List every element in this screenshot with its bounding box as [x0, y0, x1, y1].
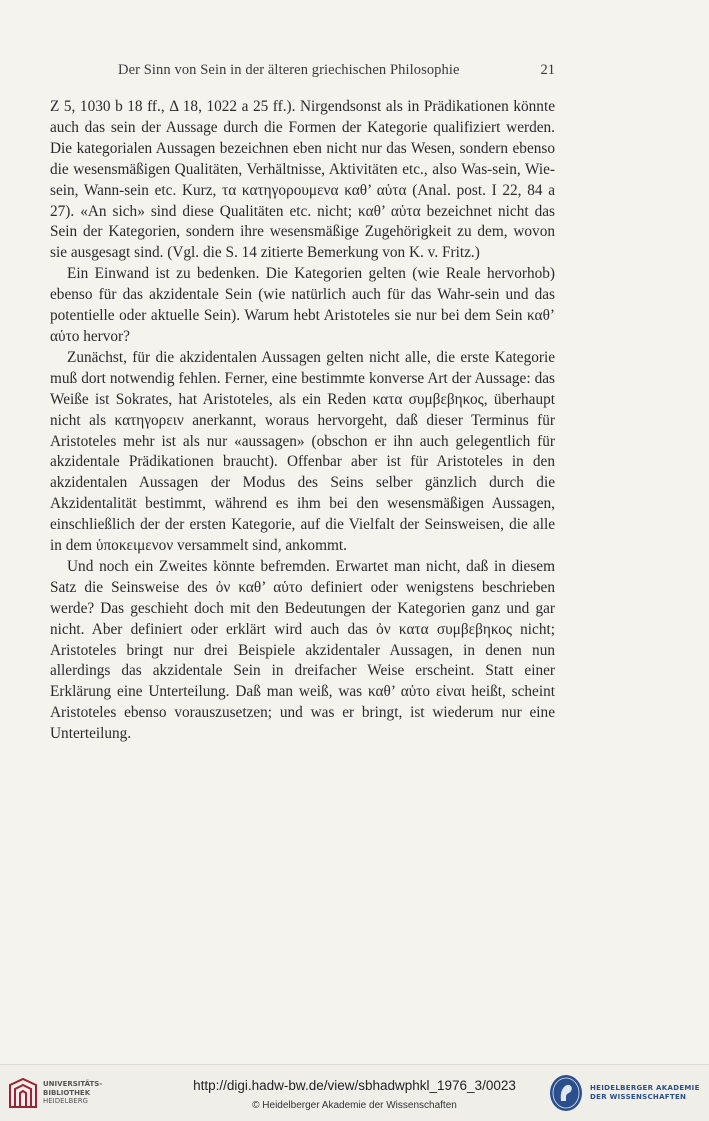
ub-line: HEIDELBERG [43, 1097, 88, 1105]
page-number: 21 [540, 62, 555, 78]
running-title: Der Sinn von Sein in der älteren griechischen Philosophie [118, 62, 460, 78]
copyright-notice: © Heidelberger Akademie der Wissenschaften [252, 1100, 457, 1111]
body-text [50, 97, 555, 745]
academy-name [590, 1084, 700, 1102]
permalink-link[interactable]: http://digi.hadw-bw.de/view/sbhadwphkl_1976_3/0023 [193, 1078, 516, 1093]
paragraph: Z 5, 1030 b 18 ff., Δ 18, 1022 a 25 ff.). Nirgendsonst als in Prädikationen könnte auch das sein der Aussage durch die Formen der Kategorie qualifiziert werden. Die kategorialen Aussagen bezeichnen eben nicht nur das Wesen, sondern ebenso die wesensmäßigen Qualitäten, Verhältnisse, Aktivitäten etc., also Was-sein, Wie-sein, Wann-sein etc. Kurz, τα κατηγορουμενα καθ’ αὑτα (Anal. post. I 22, 84 a 27). «An sich» sind diese Qualitäten etc. nicht; καθ’ αὑτα bezeichnet nicht das Sein der Kategorien, sondern ihre wesensmäßige Zugehörigkeit zu dem, wovon sie ausgesagt sind. (Vgl. die S. 14 zitierte Bemerkung von K. v. Fritz.) [50, 98, 555, 262]
paragraph: Ein Einwand ist zu bedenken. Die Kategorien gelten (wie Reale hervorhob) ebenso für das akzidentale Sein (wie natürlich auch für das Wahr-sein und das potentielle oder aktuelle Sein). Warum hebt Aristoteles sie nur bei dem Sein καθ’ αὑτο hervor? [50, 265, 555, 345]
academy-line: HEIDELBERGER AKADEMIE [590, 1084, 700, 1092]
academy-line: DER WISSENSCHAFTEN [590, 1093, 687, 1101]
ub-line: UNIVERSITÄTS- [43, 1080, 103, 1088]
paragraph: Zunächst, für die akzidentalen Aussagen gelten nicht alle, die erste Kategorie muß dort notwendig fehlen. Ferner, eine bestimmte konverse Art der Aussage: das Weiße ist Sokrates, hat Aristoteles, als ein Reden κατα συμβεβηκος, überhaupt nicht als κατηγορειν anerkannt, woraus hervorgeht, daß dieser Terminus für Aristoteles mehr ist als nur «aussagen» (obschon er ihn auch gelegentlich für akzidentale Prädikationen braucht). Offenbar aber ist für Aristoteles in den akzidentalen Aussagen der Modus des Seins selber gänzlich durch die Akzidentalität bestimmt, während es ihm bei den wesensmäßigen Aussagen, einschließlich der der ersten Kategorie, auf die Vielfalt der Seinsweisen, die alle in dem ὑποκειμενον versammelt sind, ankommt. [50, 348, 555, 555]
paragraph: Und noch ein Zweites könnte befremden. Erwartet man nicht, daß in diesem Satz die Seinsweise des ὀν καθ’ αὑτο definiert oder wenigstens beschrieben werde? Das geschieht doch mit den Bedeutungen der Kategorien ganz und gar nicht. Aber definiert oder erklärt wird auch das ὀν κατα συμβεβηκος nicht; Aristoteles bringt nur drei Beispiele akzidentaler Aussagen, in denen nun allerdings das akzidentale Sein in dreifacher Weise erscheint. Statt einer Erklärung eine Unterteilung. Daß man weiß, was καθ’ αὑτο εἰναι heißt, scheint Aristoteles ebenso vorauszusetzen; und was er bringt, ist wiederum nur eine Unterteilung. [50, 557, 555, 743]
academy-seal-icon [548, 1073, 584, 1113]
viewer-footer [0, 1064, 709, 1121]
ub-line: BIBLIOTHEK [43, 1088, 91, 1097]
